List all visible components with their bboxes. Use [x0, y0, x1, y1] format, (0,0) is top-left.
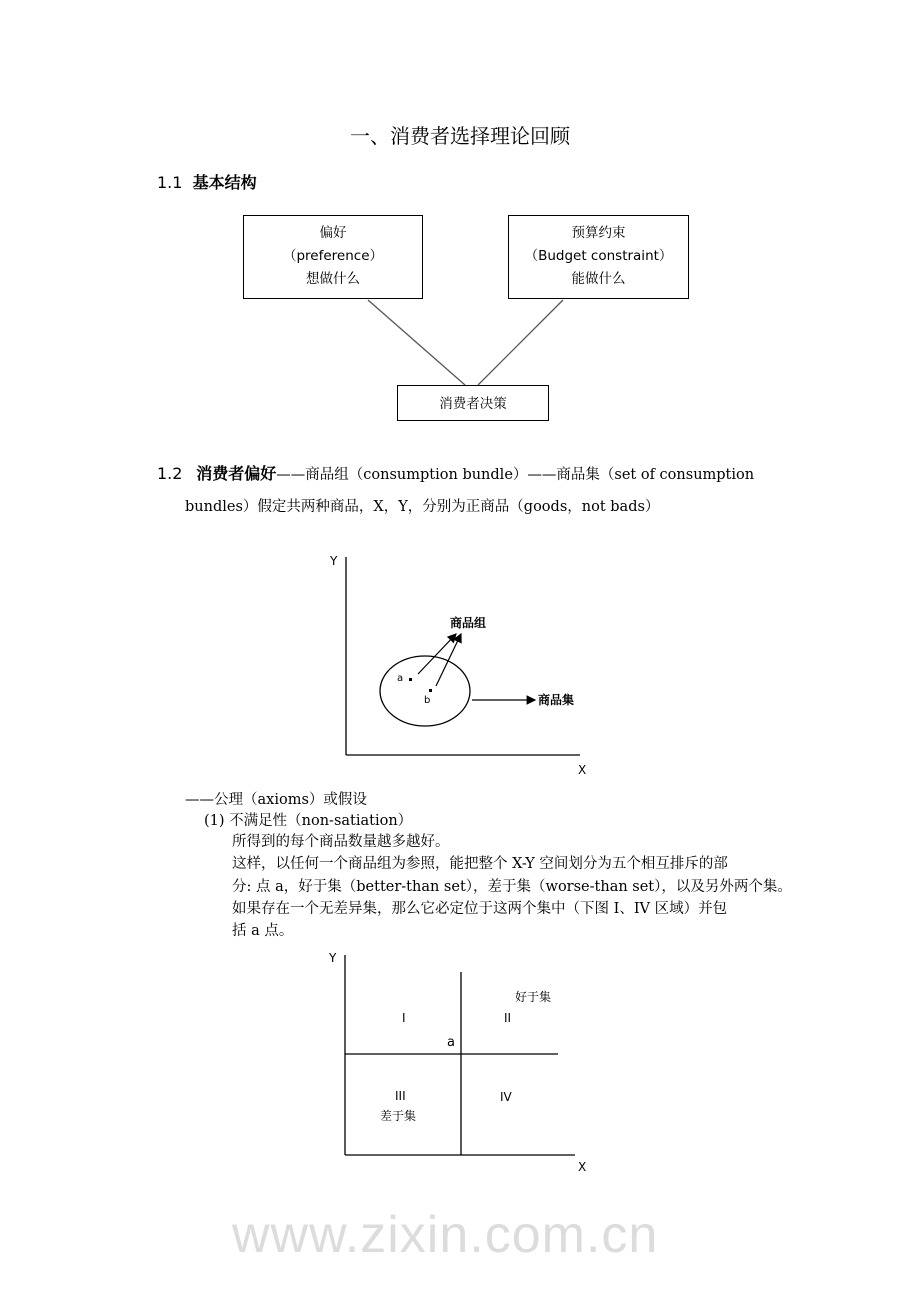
preference-english: （preference） — [282, 248, 384, 264]
point-a-marker — [409, 678, 412, 681]
better-than-set-label: 好于集 — [515, 990, 552, 1004]
budget-label: 预算约束 — [571, 225, 626, 241]
quadrant-diagram — [0, 945, 920, 1185]
section-title: 消费者偏好 — [196, 464, 277, 483]
section-title: 基本结构 — [192, 173, 257, 192]
axiom-line: 括 a 点。 — [232, 923, 294, 940]
budget-english: （Budget constraint） — [524, 248, 673, 264]
section-text: ——商品组（consumption bundle）——商品集（set of consumption — [276, 467, 755, 483]
arrow-to-bundle — [418, 634, 456, 674]
watermark: www.zixin.com.cn — [232, 1206, 659, 1264]
bundle-label: 商品组 — [450, 616, 487, 630]
decision-box: 消费者决策 — [397, 385, 549, 421]
preference-box — [243, 215, 423, 299]
section-number: 1.1 — [157, 173, 183, 192]
structure-connectors — [0, 0, 920, 440]
page-title: 一、消费者选择理论回顾 — [350, 124, 570, 148]
preference-desc: 想做什么 — [306, 271, 360, 287]
bundle-diagram — [0, 540, 920, 780]
point-a-label: a — [397, 673, 404, 684]
axiom-1-body — [232, 831, 792, 942]
budget-desc: 能做什么 — [571, 271, 626, 287]
axioms-intro: ——公理（axioms）或假设 — [185, 792, 367, 808]
axiom-line: 这样，以任何一个商品组为参照，能把整个 X-Y 空间划分为五个相互排斥的部 — [232, 856, 728, 873]
point-b-label: b — [424, 695, 431, 706]
y-axis-label: Y — [329, 951, 337, 965]
worse-than-set-label: 差于集 — [380, 1109, 417, 1123]
budget-box — [508, 215, 689, 299]
point-b-marker — [429, 689, 432, 692]
axiom-line: 如果存在一个无差异集，那么它必定位于这两个集中（下图 I、IV 区域）并包 — [232, 900, 728, 917]
x-axis-label: X — [578, 1160, 587, 1174]
y-axis-label: Y — [330, 554, 338, 568]
region-4-label: IV — [500, 1090, 512, 1104]
region-2-label: II — [504, 1011, 512, 1025]
axiom-line: 分: 点 a，好于集（better-than set），差于集（worse-than set），以及另外两个集。 — [232, 878, 792, 895]
section-number: 1.2 — [157, 464, 183, 483]
point-a-label: a — [447, 1035, 455, 1050]
section-1-2-line2: bundles）假定共两种商品，X，Y，分别为正商品（goods，not bads） — [185, 499, 660, 515]
section-1-2-line1 — [157, 461, 754, 484]
region-1-label: I — [402, 1011, 406, 1025]
preference-label: 偏好 — [319, 225, 347, 241]
region-3-label: III — [395, 1089, 406, 1103]
x-axis-label: X — [578, 763, 587, 777]
set-label: 商品集 — [538, 693, 575, 707]
axiom-1-title: (1) 不满足性（non-satiation） — [204, 813, 413, 829]
axiom-line: 所得到的每个商品数量越多越好。 — [232, 834, 450, 850]
